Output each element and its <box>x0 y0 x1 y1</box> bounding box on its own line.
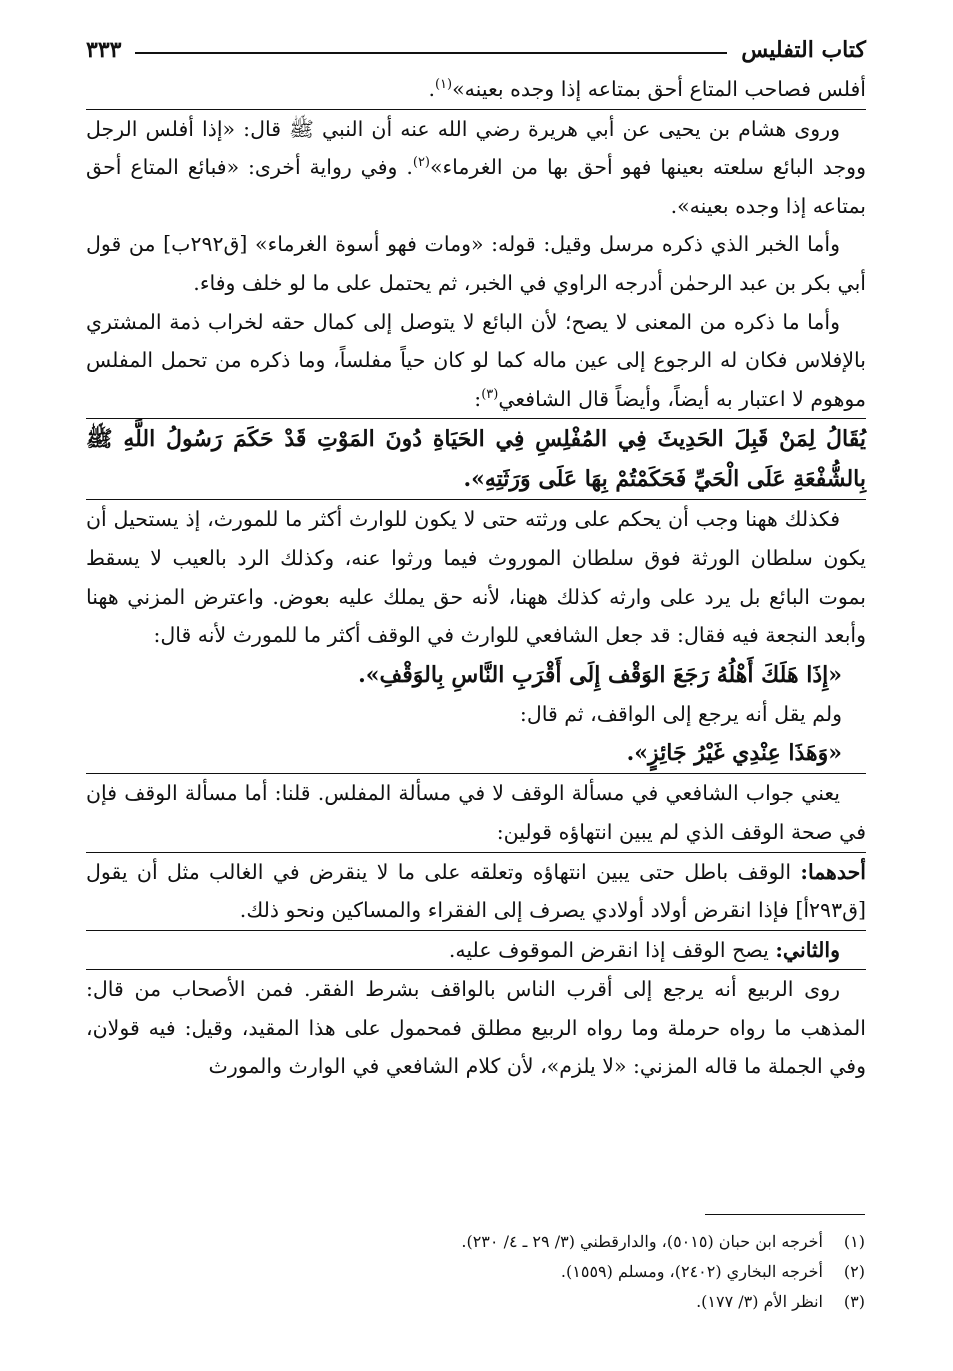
footnote-list <box>280 1227 865 1317</box>
footnote-text: انظر الأم (٣/ ١٧٧). <box>696 1292 823 1311</box>
footnote-ref: (١) <box>434 77 453 93</box>
paragraph-text-tail: . وفي رواية أخرى: «فبائع المتاع أحق بمتاعه إذا وجده بعينه». <box>86 155 866 218</box>
footnote <box>280 1287 865 1317</box>
paragraph-text: يصح الوقف إذا انقرض الموقوف عليه. <box>448 937 776 962</box>
footnote-number: (١) <box>843 1232 865 1251</box>
paragraph-text: وروى هشام بن يحيى عن أبي هريرة رضي الله عنه أن النبي ﷺ قال: «إذا أفلس الرجل ووجد البائع سلعته بعينها فهو أحق بها من الغرماء» <box>86 116 866 180</box>
paragraph <box>86 695 866 734</box>
paragraph <box>86 970 866 1086</box>
paragraph-text: «إِذَا هَلَكَ أَهْلُهُ رَجَعَ الوَقْف إِلَى أَقْرَبِ النَّاسِ بِالوَقْفِ». <box>358 661 842 688</box>
paragraph-text: روى الربيع أنه يرجع إلى أقرب الناس بالواقف بشرط الفقر. فمن الأصحاب من قال: المذهب ما رواه حرملة وما رواه الربيع مطلق فمحمول على هذا المقيد، وقيل: فيه قولان، وفي الجملة ما قاله المزني: «لا يلزم»، لأن كلام الشافعي في الوارث والمورث <box>86 977 866 1079</box>
footnote-ref: (٢) <box>412 155 430 171</box>
paragraph-text: يعني جواب الشافعي في مسألة الوقف لا في مسألة المفلس. قلنا: أما مسألة الوقف فإن في صحة الوقف الذي لم يبين انتهاؤه قولين: <box>86 781 866 844</box>
paragraph <box>86 225 866 302</box>
main-text <box>86 70 866 1086</box>
footnote-number: (٣) <box>843 1292 865 1311</box>
footnotes <box>280 1214 865 1317</box>
footnote <box>280 1227 865 1257</box>
paragraph <box>86 70 866 109</box>
paragraph <box>86 303 866 419</box>
footnote-text: أخرجه البخاري (٢٤٠٢)، ومسلم (١٥٥٩). <box>560 1262 823 1281</box>
paragraph-lead: والثاني: <box>775 937 840 962</box>
paragraph-text: الوقف باطل حتى يبين انتهاؤه وتعلقه على ما لا ينقرض في الغالب مثل أن يقول [ق٢٩٣أ] فإذا انقرض أولاد أولادي يصرف إلى الفقراء والمساكين ونحو ذلك. <box>86 859 866 923</box>
paragraph-text-tail: : <box>474 386 482 411</box>
paragraph-text: فكذلك ههنا وجب أن يحكم على ورثته حتى لا يكون للوارث أكثر ما للمورث، إذ يستحيل أن يكون سلطان الورثة فوق سلطان الموروث فيما ورثوا عنه، وكذلك الرد بالعيب لا يسقط بموت البائع بل يرد على وارثه كذلك ههنا، لأنه حق يملك عليه بعوض. واعترض المزني ههنا وأبعد النجعة فيه فقال: قد جعل الشافعي للوارث في الوقف أكثر ما للمورث لأنه قال: <box>86 507 866 648</box>
paragraph-text: وأما ما ذكره من المعنى لا يصح؛ لأن البائع لا يتوصل إلى كمال حقه لخراب ذمة المشتري بالإفلاس فكان له الرجوع إلى عين ماله كما لو كان حياً مفلساً، وما ذكره من تحمل المفلس موهوم لا اعتبار به أيضاً، وأيضاً قال الشافعي <box>86 309 866 411</box>
paragraph-lead: أحدهما: <box>800 859 866 884</box>
running-header <box>86 30 866 70</box>
paragraph <box>86 853 866 930</box>
footnote-rule <box>705 1214 865 1215</box>
quoted-text <box>86 733 866 773</box>
page-number: ٣٣٣ <box>86 37 122 63</box>
paragraph-text: يُقَالُ لِمَنْ قَبِلَ الحَدِيثَ فِي المُفْلِسِ فِي الحَيَاةِ دُونَ المَوْتِ قَدْ حَكَمَ رَسُولُ اللَّهِ ﷺ بِالشُّفْعَةِ عَلَى الْحَيِّ فَحَكَمْتُمْ بِهَا عَلَى وَرَثَتِهِ». <box>86 426 866 493</box>
paragraph-text: أفلس فصاحب المتاع أحق بمتاعه إذا وجده بعينه» <box>452 77 866 101</box>
paragraph <box>86 500 866 654</box>
paragraph-text-tail: . <box>428 77 435 101</box>
page <box>86 30 866 1086</box>
paragraph-text: «وَهَذَا عِنْدِي غَيْرُ جَائِزٍ». <box>626 740 842 767</box>
quoted-text <box>86 655 866 695</box>
footnote-ref: (٣) <box>481 386 499 402</box>
quoted-text <box>86 419 866 499</box>
paragraph <box>86 774 866 851</box>
paragraph-text: وأما الخبر الذي ذكره مرسل وقيل: قوله: «ومات فهو أسوة الغرماء» [ق٢٩٢ب] من قول أبي بكر بن عبد الرحمٰن أدرجه الراوي في الخبر، ثم يحتمل على ما لو خلف وفاء. <box>86 232 866 295</box>
footnote-number: (٢) <box>843 1262 865 1281</box>
book-title: كتاب التفليس <box>741 37 866 63</box>
paragraph <box>86 110 866 226</box>
header-rule <box>135 52 727 54</box>
paragraph-text: ولم يقل أنه يرجع إلى الواقف، ثم قال: <box>519 701 842 726</box>
footnote <box>280 1257 865 1287</box>
footnote-text: أخرجه ابن حبان (٥٠١٥)، والدارقطني (٣/ ٢٩ ـ ٤/ ٢٣٠). <box>461 1232 823 1251</box>
paragraph <box>86 931 866 970</box>
